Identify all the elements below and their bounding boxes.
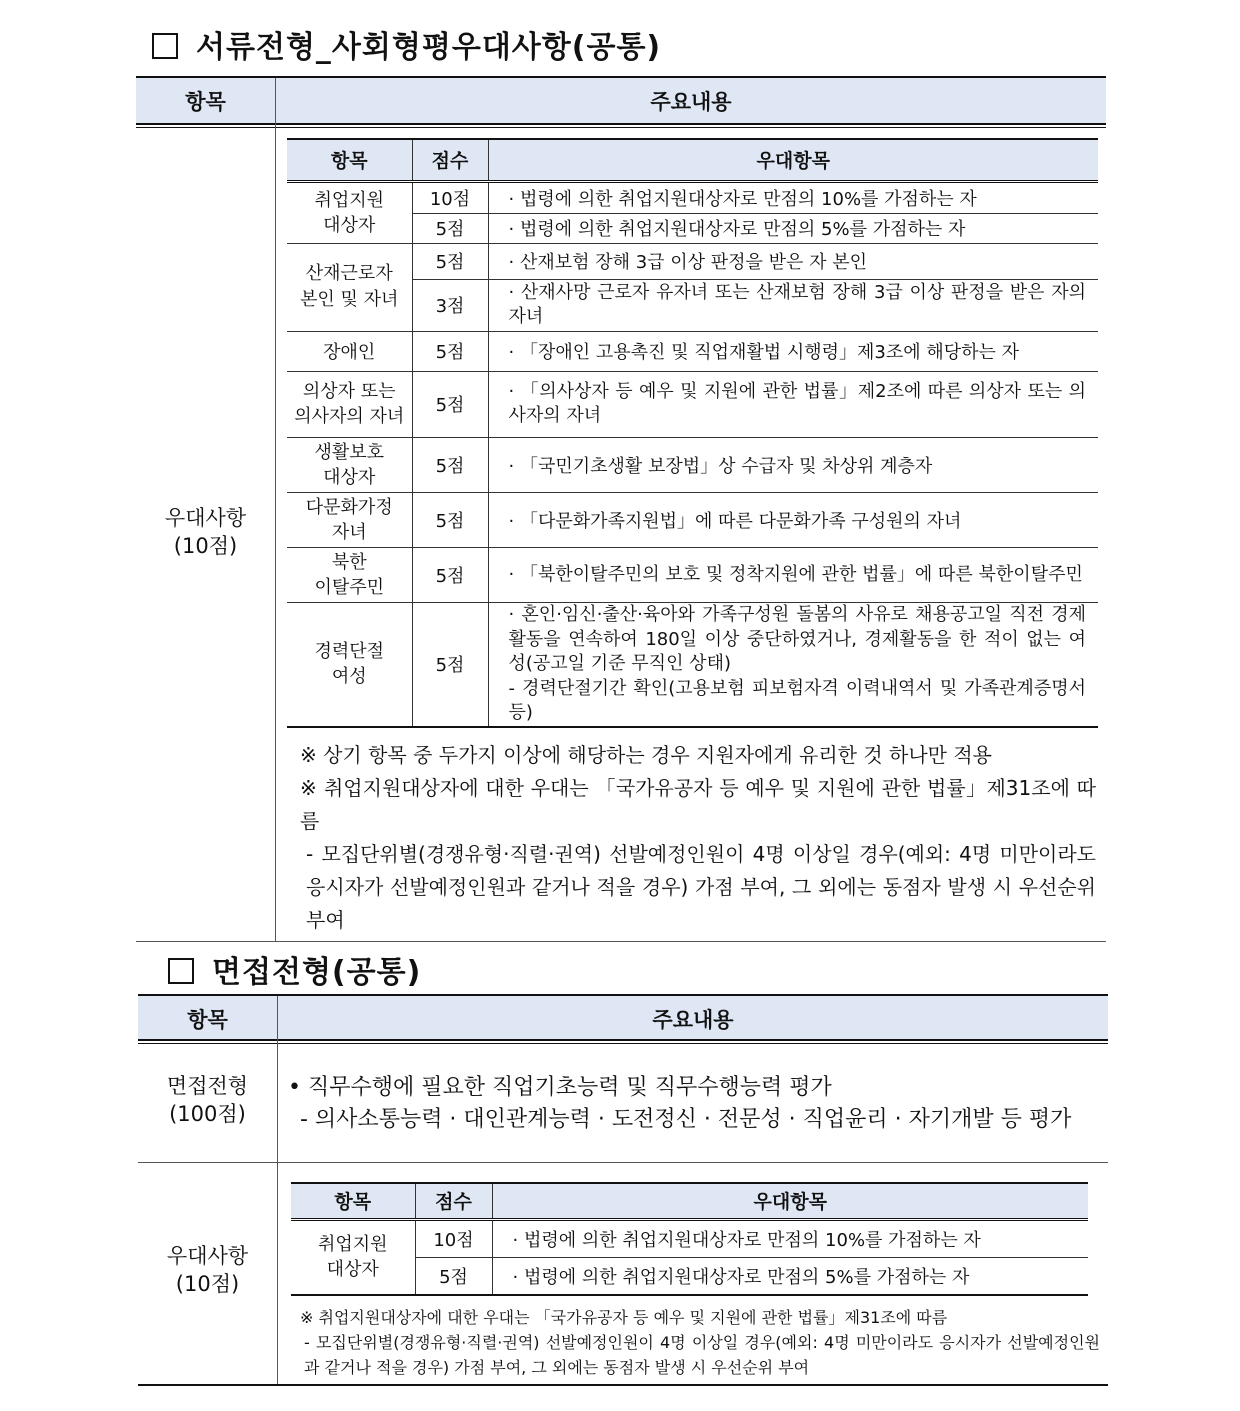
- score-cell: 5점: [412, 243, 488, 279]
- section1-notes: [300, 739, 1096, 937]
- score-cell: 3점: [412, 279, 488, 331]
- section2-title: 면접전형(공통): [168, 947, 421, 991]
- score-cell: 5점: [412, 331, 488, 371]
- inner-header-item: 항목: [287, 139, 412, 181]
- inner-header-item: 항목: [291, 1183, 415, 1219]
- score-cell: 5점: [412, 547, 488, 602]
- pref-cell: · 「북한이탈주민의 보호 및 정착지원에 관한 법률」에 따른 북한이탈주민: [508, 563, 1083, 585]
- score-cell: 5점: [412, 437, 488, 492]
- row-label-interview: 면접전형 (100점): [166, 1074, 249, 1126]
- pref-cell: · 산재보험 장해 3급 이상 판정을 받은 자 본인: [508, 252, 868, 273]
- section2-inner-table: [291, 1182, 1088, 1296]
- item-cell: 산재근로자 본인 및 자녀: [287, 243, 412, 331]
- interview-content: • 직무수행에 필요한 직업기초능력 및 직무수행능력 평가 - 의사소통능력 · 대인관계능력 · 도전정신 · 전문성 · 직업윤리 · 자기개발 등 평가: [288, 1075, 1072, 1132]
- score-cell: 5점: [412, 492, 488, 547]
- item-cell: 취업지원 대상자: [291, 1219, 415, 1295]
- inner-header-pref: 우대항목: [492, 1183, 1088, 1219]
- pref-cell: · 산재사망 근로자 유자녀 또는 산재보험 장해 3급 이상 판정을 받은 자의 자녀: [508, 282, 1086, 327]
- item-cell: 다문화가정 자녀: [287, 492, 412, 547]
- pref-cell: · 법령에 의한 취업지원대상자로 만점의 5%를 가점하는 자: [512, 1266, 970, 1288]
- score-cell: 5점: [412, 371, 488, 437]
- inner-header-score: 점수: [415, 1183, 492, 1219]
- section1-inner-table: [287, 138, 1098, 728]
- pref-cell: · 「장애인 고용촉진 및 직업재활법 시행령」제3조에 해당하는 자: [508, 342, 1020, 363]
- score-cell: 5점: [412, 213, 488, 243]
- pref-cell: · 법령에 의한 취업지원대상자로 만점의 10%를 가점하는 자: [512, 1229, 981, 1251]
- col-header-item: 항목: [185, 90, 226, 114]
- score-cell: 5점: [415, 1257, 492, 1295]
- item-cell: 취업지원 대상자: [287, 181, 412, 243]
- item-cell: 의상자 또는 의사자의 자녀: [287, 371, 412, 437]
- note-line: - 모집단위별(경쟁유형·직렬·권역) 선발예정인원이 4명 이상일 경우(예외: 4명 미만이라도 응시자가 선발예정인원과 같거나 적을 경우) 가점 부여, 그 외에는 동점자 발생 시 우선순위 부여: [306, 842, 1096, 932]
- note-line: ※ 취업지원대상자에 대한 우대는 「국가유공자 등 예우 및 지원에 관한 법률」제31조에 따름: [300, 776, 1096, 833]
- note-line: ※ 상기 항목 중 두가지 이상에 해당하는 경우 지원자에게 유리한 것 하나만 적용: [300, 743, 992, 767]
- item-cell: 장애인: [287, 331, 412, 371]
- item-cell: 북한 이탈주민: [287, 547, 412, 602]
- section1-title: 서류전형_사회형평우대사항(공통): [152, 22, 661, 66]
- pref-cell: · 법령에 의한 취업지원대상자로 만점의 5%를 가점하는 자: [508, 219, 966, 240]
- inner-header-score: 점수: [412, 139, 488, 181]
- score-cell: 10점: [415, 1219, 492, 1257]
- score-cell: 5점: [412, 602, 488, 727]
- col-header-content: 주요내용: [650, 90, 732, 114]
- inner-header-pref: 우대항목: [488, 139, 1098, 181]
- row-label-preference: 우대사항 (10점): [166, 1244, 249, 1296]
- pref-cell: · 「의사상자 등 예우 및 지원에 관한 법률」제2조에 따른 의상자 또는 의사자의 자녀: [508, 381, 1086, 426]
- pref-cell: · 「국민기초생활 보장법」상 수급자 및 차상위 계층자: [508, 455, 933, 477]
- pref-cell: · 「다문화가족지원법」에 따른 다문화가족 구성원의 자녀: [508, 510, 962, 532]
- note-line: - 모집단위별(경쟁유형·직렬·권역) 선발예정인원이 4명 이상일 경우(예외: 4명 미만이라도 응시자가 선발예정인원과 같거나 적을 경우) 가점 부여, 그 외에는 동점자 발생 시 우선순위 부여: [304, 1333, 1100, 1377]
- checkbox-square-icon: [168, 958, 194, 984]
- pref-cell: · 법령에 의한 취업지원대상자로 만점의 10%를 가점하는 자: [508, 188, 977, 210]
- checkbox-square-icon: [152, 33, 178, 59]
- item-cell: 생활보호 대상자: [287, 437, 412, 492]
- item-cell: 경력단절 여성: [287, 602, 412, 727]
- col-header-content: 주요내용: [652, 1008, 734, 1032]
- section2-notes: [300, 1305, 1100, 1380]
- row-label-preference: 우대사항 (10점): [164, 506, 247, 558]
- pref-cell: · 혼인·임신·출산·육아와 가족구성원 돌봄의 사유로 채용공고일 직전 경제활동을 연속하여 180일 이상 중단하였거나, 경제활동을 한 적이 없는 여성(공고일 기준 무직인 상태) - 경력단절기간 확인(고용보험 피보험자격 이력내역서 및 가족관계증명서 등): [508, 604, 1086, 723]
- col-header-item: 항목: [187, 1008, 228, 1032]
- note-line: ※ 취업지원대상자에 대한 우대는 「국가유공자 등 예우 및 지원에 관한 법률」제31조에 따름: [300, 1308, 948, 1327]
- score-cell: 10점: [412, 181, 488, 213]
